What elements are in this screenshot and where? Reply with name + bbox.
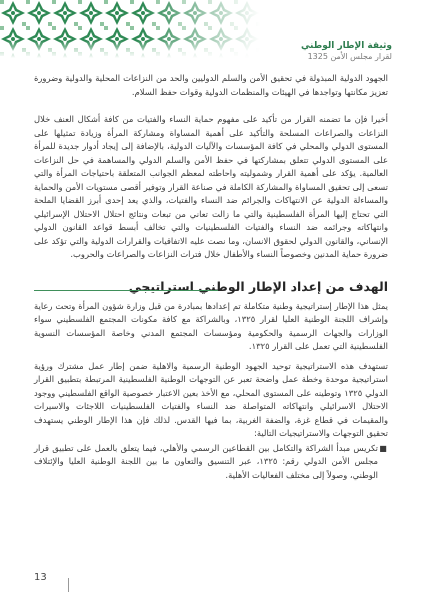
header-title-block [252,40,392,62]
resolution-paragraph: أخيرا فإن ما تضمنه القرار من تأكيد على مفهوم حماية النساء والفتيات من كافة أشكال العنف خلال النزاعات والصراعات المسلحة والتأكيد على أهمية المساواة ومشاركة المرأة وزيادة تمثيلها على المستوى الدولي والمحلي في كافة المؤسسات والآليات الدولية، بالإضافة إلى إيجاد أدوار جديدة للمرأة على المستوى الدولي تتعلق بمشاركتها في حفظ الأمن والسلم الدولي والمساهمة في حل النزاعات العالمية. يؤكد على أهمية القرار وشموليته واحاطته لمعظم الجوانب المتعلقة باحتياجات المرأة والتي تسعى إلى تحقيق المساواة والمشاركة الكاملة في صناعة القرار وتوفير أقصى مستويات الأمن والحماية والمساءلة الدولية عن الانتهاكات والجرائم ضد النساء والفتيات، والذي يعد إحدى أبرز القضايا الملحة التي تحتاج إليها المرأة الفلسطينية والتي ما زالت تعاني من تبعات ونتائج احتلال الاحتلال الإسرائيلي وانتهاكاته وجرائمه ضد النساء والفتيات الفلسطينيات والتي تخالف أبسط قواعد القانون الدولي الإنساني، والقانون الدولي لحقوق الانسان، وما نصت عليه الاتفاقيات والقرارات الدولية والتي تؤكد على ضرورة حماية المدنين وخصوصاً النساء والأطفال خلال فترات النزاعات والصراعات والحروب. [34,114,388,259]
section-heading: الهدف من إعداد الإطار الوطني استراتيجي [128,278,388,294]
footer-divider [68,578,69,592]
document-title: وثيقة الإطار الوطني [300,41,392,51]
page-body [34,70,388,482]
list-item [34,442,388,483]
strategy-paragraph: تستهدف هذه الاستراتيجية توحيد الجهود الوطنية الرسمية والاهلية ضمن إطار عمل مشترك ورؤية استراتيجية موحدة وخطة عمل واضحة تعبر عن التوجهات الوطنية الفلسطينية المرتبطة بتطبيق القرار الدولي ١٣٢٥ وتوطينه على المستوى المحلي، مع الأخذ بعين الاعتبار خصوصية الواقع الفلسطيني ووجود الاحتلال الاسرائيلي وانتهاكاته المتواصلة ضد النساء والفتيات الفلسطينيات اللاجئات والاسيرات والمقيمات في قطاع غزة، والضفة الغربية، بما فيها القدس. لذلك فإن هذا الإطار الوطني يستهدف تحقيق التوجهات والاستراتيجيات التالية: [34,360,388,438]
document-subtitle: لقرار مجلس الأمن 1325 [307,52,392,61]
list-item-text: تكريس مبدأ الشراكة والتكامل بين القطاعين الرسمي والأهلي، فيما يتعلق بالعمل على تطبيق قرار مجلس الأمن الدولي رقم: ١٣٢٥، عبر التنسيق والتعاون ما بين اللجنة الوطنية العليا والإئتلاف الوطني، وصولاً إلى مختلف الفعاليات الأهلية. [34,442,378,480]
intro-paragraph: الجهود الدولية المبذولة في تحقيق الأمن والسلم الدوليين والحد من النزاعات المحلية والدولية وضرورة تعزيز مكانتها وتواجدها في الهيئات والمنظمات الدولية وقوات حفظ السلام. [34,73,388,97]
heading-underline [34,290,218,291]
section-heading-row [34,274,388,300]
page-number: 13 [34,572,47,583]
goal-paragraph: يمثل هذا الإطار إستراتيجية وطنية متكاملة تم إعدادها بمبادرة من قبل وزارة شؤون المرأة وتحت رعاية وإشراف اللجنة الوطنية العليا لقرار ١٣٢٥، وبالشراكة مع كافة مكونات المجتمع الفلسطيني سواء الوزارات والجهات الرسمية والحكومية ومؤسسات المجتمع المدني وخاصة المؤسسات النسوية الفلسطينية التي تعمل على القرار ١٣٢٥. [34,300,388,351]
bullet-square-icon: ■ [379,443,387,453]
header-pattern-icon [0,0,260,58]
page-header [0,0,424,70]
